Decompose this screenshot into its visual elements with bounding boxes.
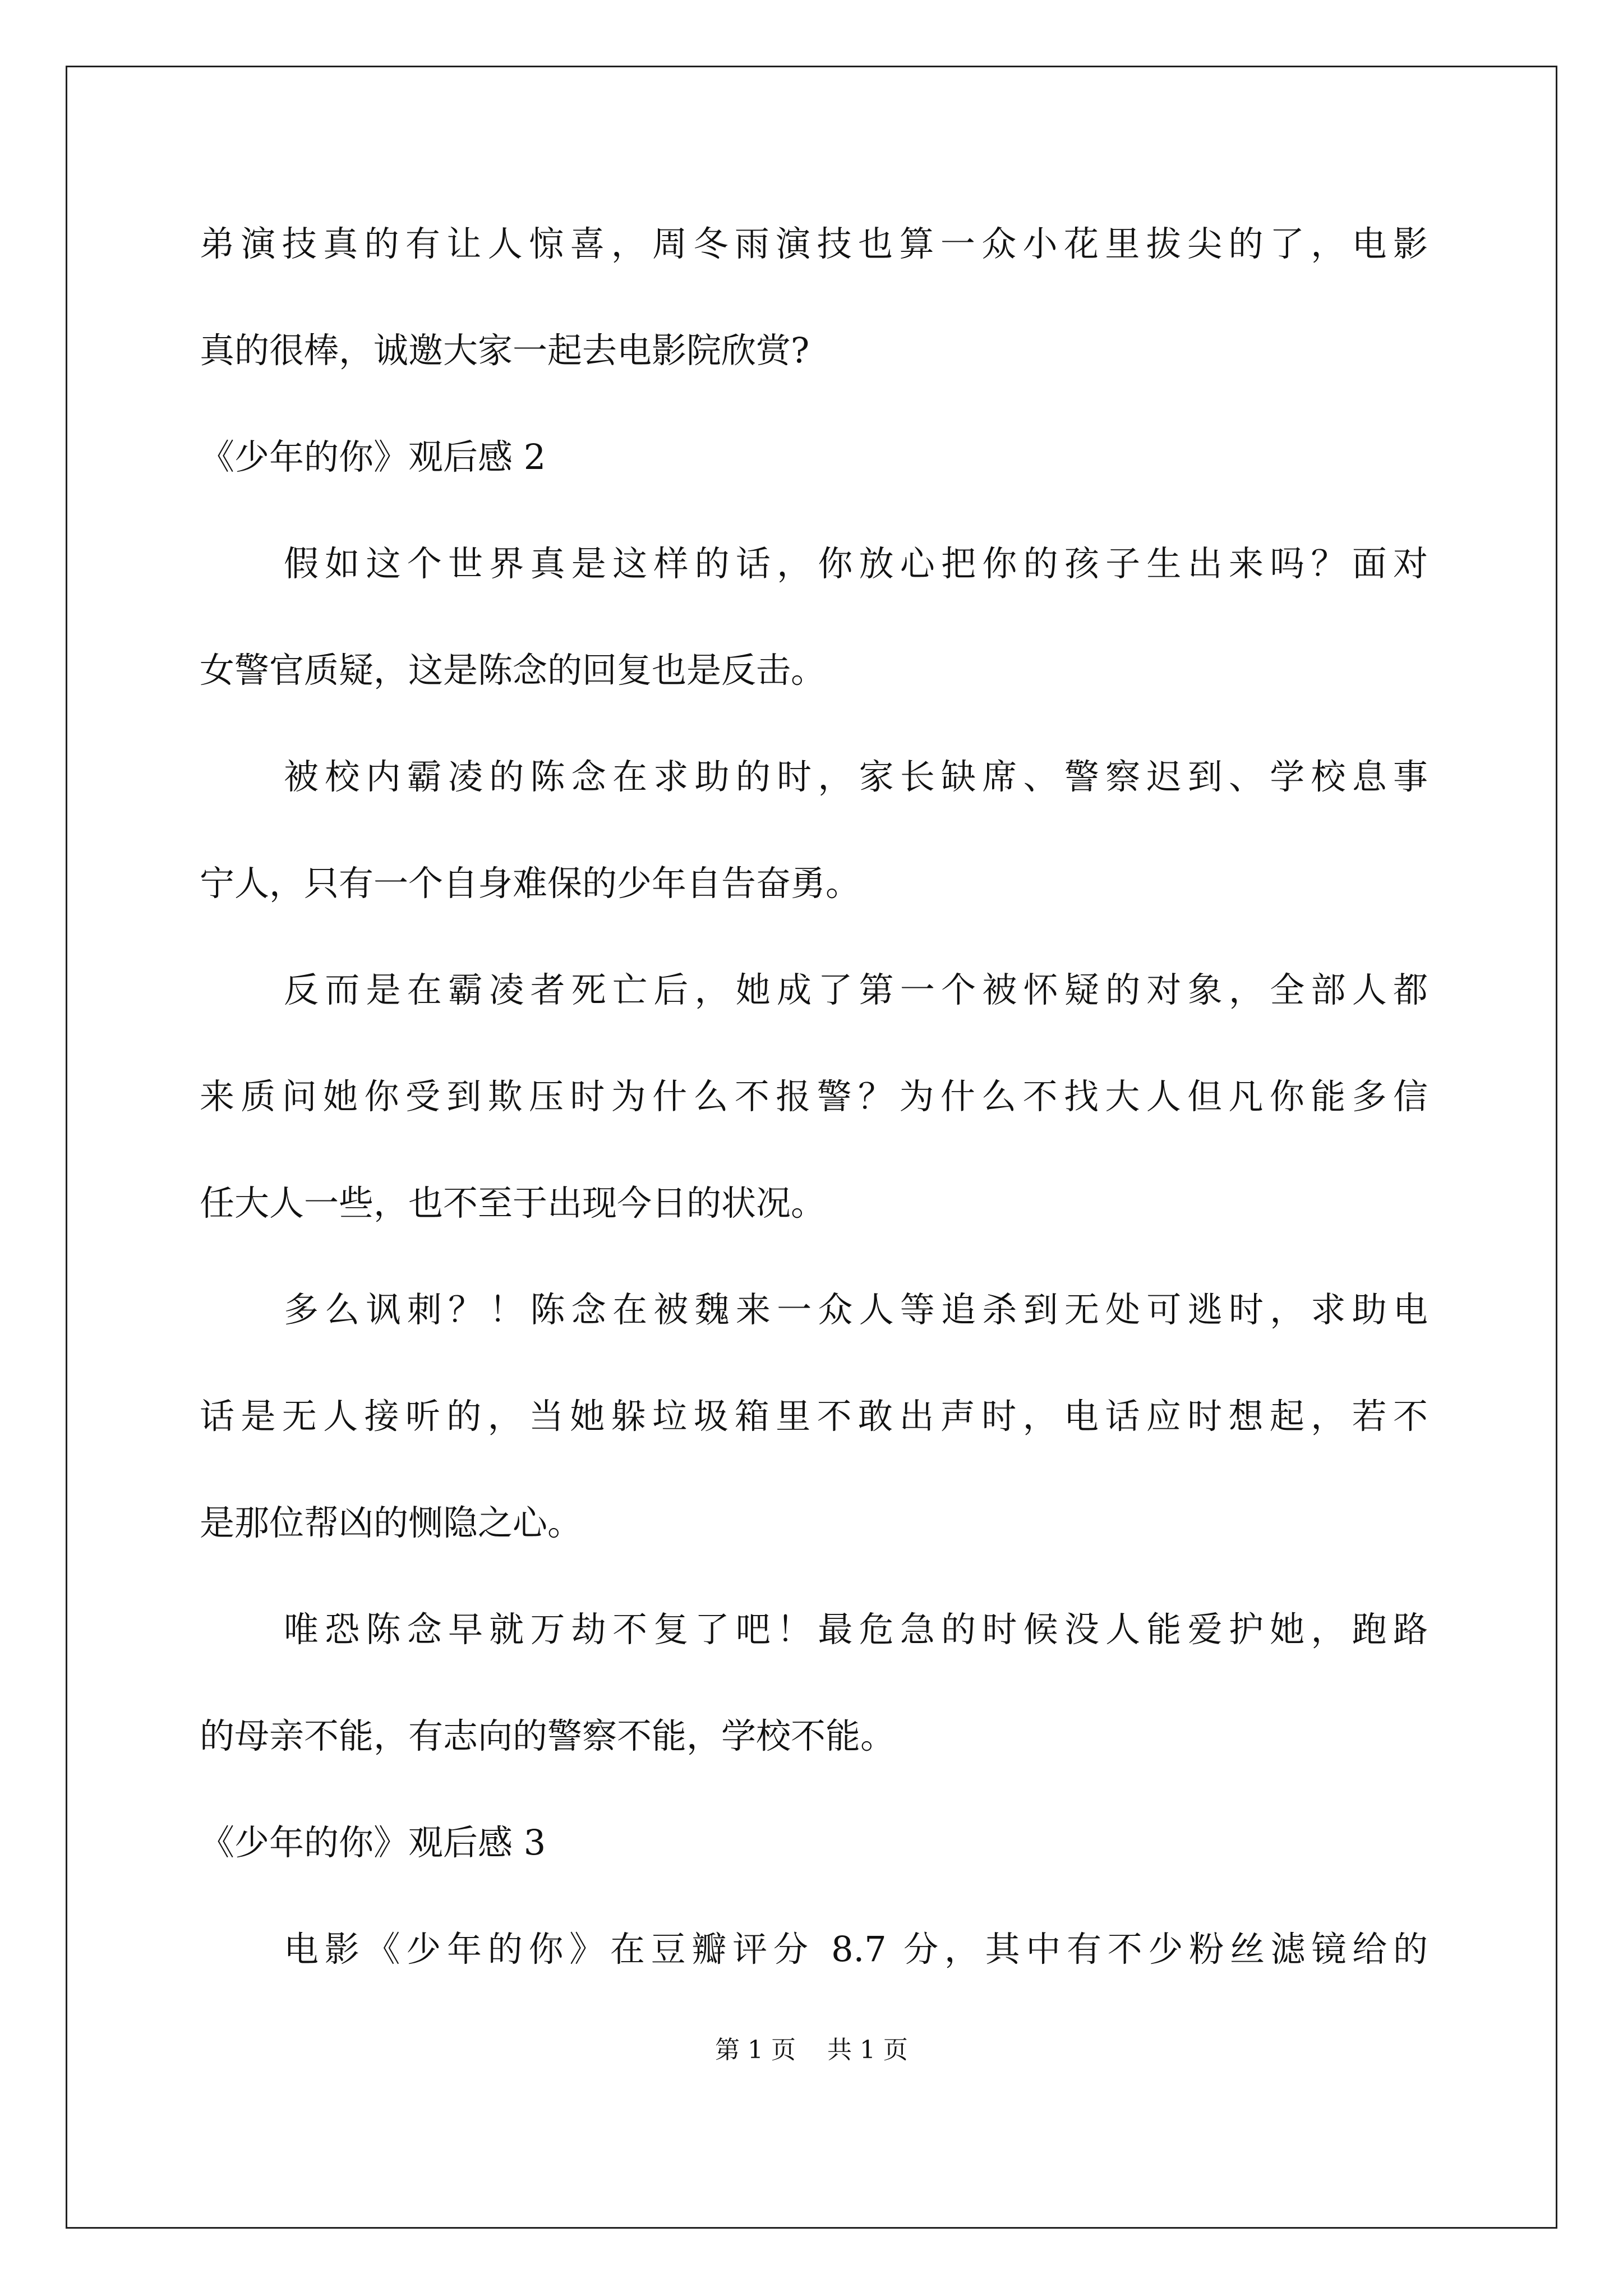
document-body xyxy=(200,213,1428,2025)
text-line: 唯恐陈念早就万劫不复了吧！最危急的时候没人能爱护她，跑路 xyxy=(284,1609,1428,1650)
text-line: 电影《少年的你》在豆瓣评分 8.7 分，其中有不少粉丝滤镜给的 xyxy=(284,1929,1428,1970)
text-line: 多么讽刺？！陈念在被魏来一众人等追杀到无处可逃时，求助电 xyxy=(284,1289,1428,1330)
text-line: 被校内霸凌的陈念在求助的时，家长缺席、警察迟到、学校息事 xyxy=(284,756,1428,797)
text-line: 宁人，只有一个自身难保的少年自告奋勇。 xyxy=(200,863,861,904)
text-line: 真的很棒，诚邀大家一起去电影院欣赏? xyxy=(200,330,810,371)
text-line: 反而是在霸凌者死亡后，她成了第一个被怀疑的对象，全部人都 xyxy=(284,969,1428,1010)
section-heading: 《少年的你》观后感 2 xyxy=(200,436,546,477)
page-footer: 第 1 页 共 1 页 xyxy=(715,2036,908,2064)
text-line: 弟演技真的有让人惊喜，周冬雨演技也算一众小花里拔尖的了，电影 xyxy=(200,223,1428,264)
text-line: 女警官质疑，这是陈念的回复也是反击。 xyxy=(200,650,826,691)
text-line: 任大人一些，也不至于出现今日的状况。 xyxy=(200,1182,826,1223)
text-line: 假如这个世界真是这样的话，你放心把你的孩子生出来吗？面对 xyxy=(284,543,1428,584)
section-heading: 《少年的你》观后感 3 xyxy=(200,1822,546,1863)
text-line: 话是无人接听的，当她躲垃圾箱里不敢出声时，电话应时想起，若不 xyxy=(200,1396,1428,1437)
text-line: 来质问她你受到欺压时为什么不报警？为什么不找大人但凡你能多信 xyxy=(200,1076,1428,1117)
text-line: 是那位帮凶的恻隐之心。 xyxy=(200,1502,583,1543)
text-line: 的母亲不能，有志向的警察不能，学校不能。 xyxy=(200,1715,896,1756)
